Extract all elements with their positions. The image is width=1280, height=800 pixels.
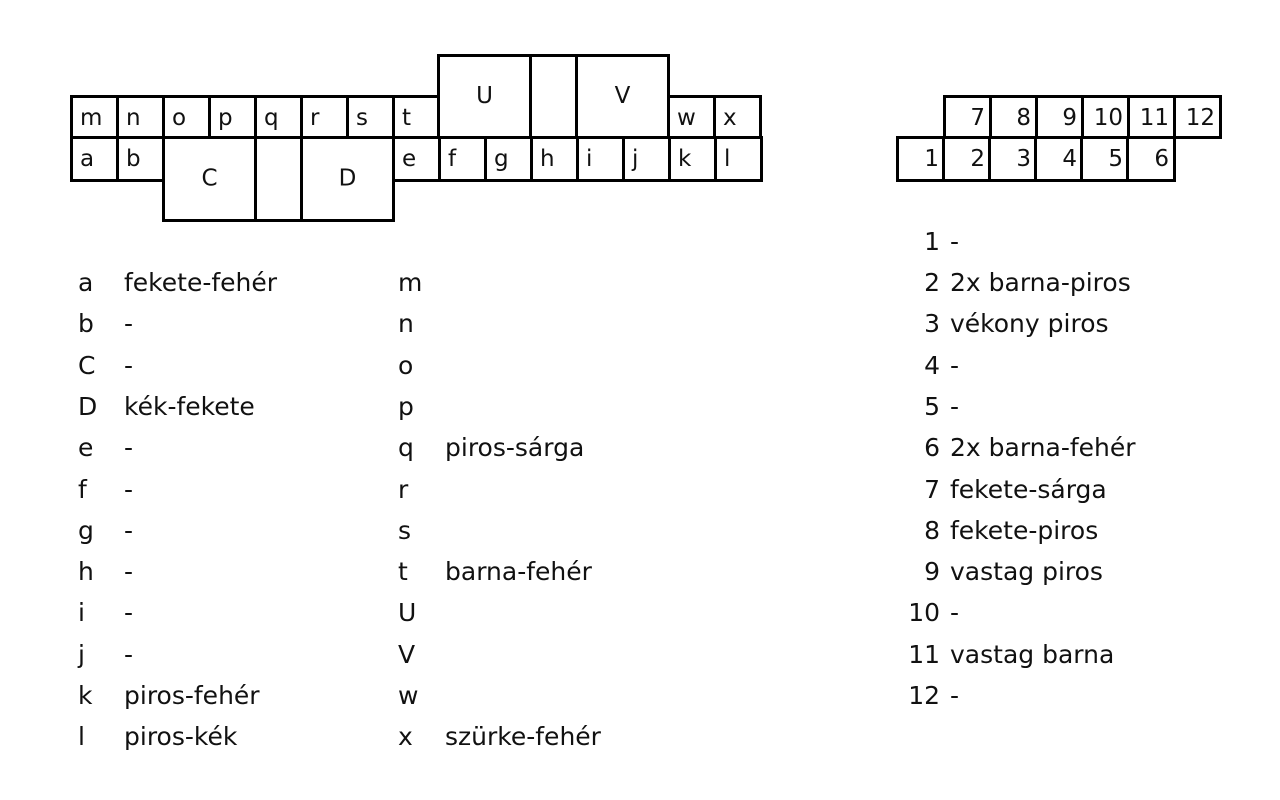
pin-label: 1: [924, 146, 939, 172]
legend-value: piros-sárga: [445, 433, 585, 463]
pin-cell: [116, 136, 165, 182]
legend-value: fekete-fehér: [124, 268, 278, 297]
pin-label: r: [310, 105, 320, 131]
legend-value: -: [124, 598, 134, 628]
legend-code: 10: [908, 598, 940, 628]
pin-label: x: [723, 105, 737, 131]
legend-value: vastag barna: [950, 639, 1115, 669]
legend-code: t: [398, 557, 408, 587]
legend-code: 9: [924, 557, 940, 587]
legend-code: h: [78, 557, 94, 587]
pin-label: a: [80, 146, 95, 172]
pin-cell: [254, 95, 303, 139]
pin-cell: [437, 54, 532, 139]
pin-cell-right: [1173, 95, 1222, 139]
pin-label: 9: [1062, 105, 1077, 131]
legend-code: p: [398, 391, 414, 421]
legend-value: szürke-fehér: [445, 722, 601, 752]
pin-cell-right: [1035, 95, 1084, 139]
legend-value: fekete-sárga: [950, 474, 1107, 504]
pin-cell-right: [896, 136, 946, 182]
legend-code: e: [78, 433, 94, 463]
pin-label: U: [476, 83, 493, 109]
legend-value: vékony piros: [950, 309, 1109, 339]
pin-cell-right: [622, 136, 671, 182]
pin-label: h: [540, 146, 555, 172]
legend-code: k: [78, 681, 93, 710]
legend-code: i: [78, 598, 85, 628]
pin-cell-right: [1080, 136, 1130, 182]
legend-code: 8: [924, 515, 940, 545]
pin-label: 12: [1185, 105, 1215, 131]
pin-label: 5: [1108, 146, 1123, 172]
pin-label: e: [402, 146, 417, 172]
legend-code: 7: [924, 474, 940, 504]
legend-value: barna-fehér: [445, 557, 592, 587]
legend-value: -: [124, 350, 134, 380]
legend-value: -: [950, 391, 960, 421]
legend-code: 11: [908, 639, 940, 669]
legend-value: -: [124, 433, 134, 463]
pin-cell-right: [942, 136, 992, 182]
legend-code: V: [398, 639, 416, 669]
legend-code: D: [78, 391, 98, 421]
pin-label: w: [677, 105, 696, 131]
pin-cell: [254, 136, 303, 222]
pin-cell-right: [1127, 95, 1176, 139]
pin-cell: [162, 95, 211, 139]
legend-code: x: [398, 722, 413, 752]
legend-value: 2x barna-piros: [950, 268, 1131, 297]
pin-label: 4: [1062, 146, 1077, 172]
legend-code: s: [398, 515, 412, 545]
pin-cell: [529, 54, 578, 139]
pin-cell: [346, 95, 395, 139]
pin-label: 7: [970, 105, 985, 131]
pin-label: q: [264, 105, 279, 131]
pin-label: 11: [1139, 105, 1169, 131]
legend-code: 5: [924, 391, 940, 421]
pin-cell-right: [943, 95, 992, 139]
pin-cell: [575, 54, 670, 139]
pin-cell: [300, 136, 395, 222]
legend-code: 1: [924, 226, 940, 256]
pin-cell-right: [714, 136, 763, 182]
legend-value: kék-fekete: [124, 391, 255, 421]
pin-label: t: [402, 105, 412, 131]
legend-code: C: [78, 350, 96, 380]
legend-value: fekete-piros: [950, 515, 1099, 545]
pin-label: 8: [1016, 105, 1031, 131]
legend-value: vastag piros: [950, 557, 1103, 587]
pin-label: 3: [1016, 146, 1031, 172]
legend-value: 2x barna-fehér: [950, 433, 1136, 463]
pin-label: k: [678, 146, 692, 172]
legend-code: l: [78, 722, 85, 752]
pin-cell-right: [989, 95, 1038, 139]
legend-value: -: [124, 474, 134, 504]
pin-label: 6: [1154, 146, 1169, 172]
legend-value: -: [124, 515, 134, 545]
pin-label: p: [218, 105, 233, 131]
pin-label: C: [201, 165, 218, 192]
pin-label: j: [632, 146, 639, 172]
pin-label: D: [338, 165, 357, 192]
legend-code: a: [78, 268, 94, 297]
pin-cell: [392, 95, 441, 139]
legend-code: 12: [908, 681, 940, 710]
legend-code: 6: [924, 433, 940, 463]
pin-cell: [713, 95, 762, 139]
pin-cell: [392, 136, 441, 182]
pin-label: 10: [1093, 105, 1123, 131]
pin-cell-right: [988, 136, 1038, 182]
legend-value: piros-kék: [124, 722, 238, 752]
pin-label: V: [614, 83, 631, 109]
legend-code: n: [398, 309, 414, 339]
pin-label: i: [586, 146, 593, 172]
pin-cell: [208, 95, 257, 139]
legend-code: j: [78, 639, 85, 669]
pin-cell: [530, 136, 579, 182]
pin-cell: [162, 136, 257, 222]
legend-value: piros-fehér: [124, 681, 260, 710]
pin-label: l: [724, 146, 731, 172]
pin-label: n: [126, 105, 141, 131]
legend-code: g: [78, 515, 94, 545]
legend-code: U: [398, 598, 417, 628]
pin-label: m: [80, 105, 103, 131]
legend-value: -: [950, 681, 960, 710]
pin-cell: [70, 136, 119, 182]
pin-label: b: [126, 146, 141, 172]
legend-value: -: [950, 226, 960, 256]
legend-code: 3: [924, 309, 940, 339]
legend-code: r: [398, 474, 409, 504]
legend-code: b: [78, 309, 94, 339]
pin-label: s: [356, 105, 368, 131]
legend-value: -: [950, 598, 960, 628]
legend-value: -: [124, 639, 134, 669]
pin-cell: [667, 95, 716, 139]
pin-cell: [70, 95, 119, 139]
pin-label: o: [172, 105, 187, 131]
legend-value: -: [124, 557, 134, 587]
pin-label: f: [448, 146, 457, 172]
pin-cell-right: [1081, 95, 1130, 139]
pin-cell: [116, 95, 165, 139]
pin-cell: [438, 136, 487, 182]
pin-cell: [484, 136, 533, 182]
legend-code: w: [398, 681, 419, 710]
legend-value: -: [124, 309, 134, 339]
legend-code: o: [398, 350, 414, 380]
legend-code: f: [78, 474, 87, 504]
pin-cell: [576, 136, 625, 182]
legend-code: 2: [924, 268, 940, 297]
pin-cell-right: [1034, 136, 1084, 182]
pin-cell-right: [1126, 136, 1176, 182]
pin-cell-right: [668, 136, 717, 182]
legend-code: m: [398, 268, 423, 297]
legend-code: 4: [924, 350, 940, 380]
legend-value: -: [950, 350, 960, 380]
pin-label: 2: [970, 146, 985, 172]
legend-code: q: [398, 433, 414, 463]
pin-cell: [300, 95, 349, 139]
pin-label: g: [494, 146, 509, 172]
